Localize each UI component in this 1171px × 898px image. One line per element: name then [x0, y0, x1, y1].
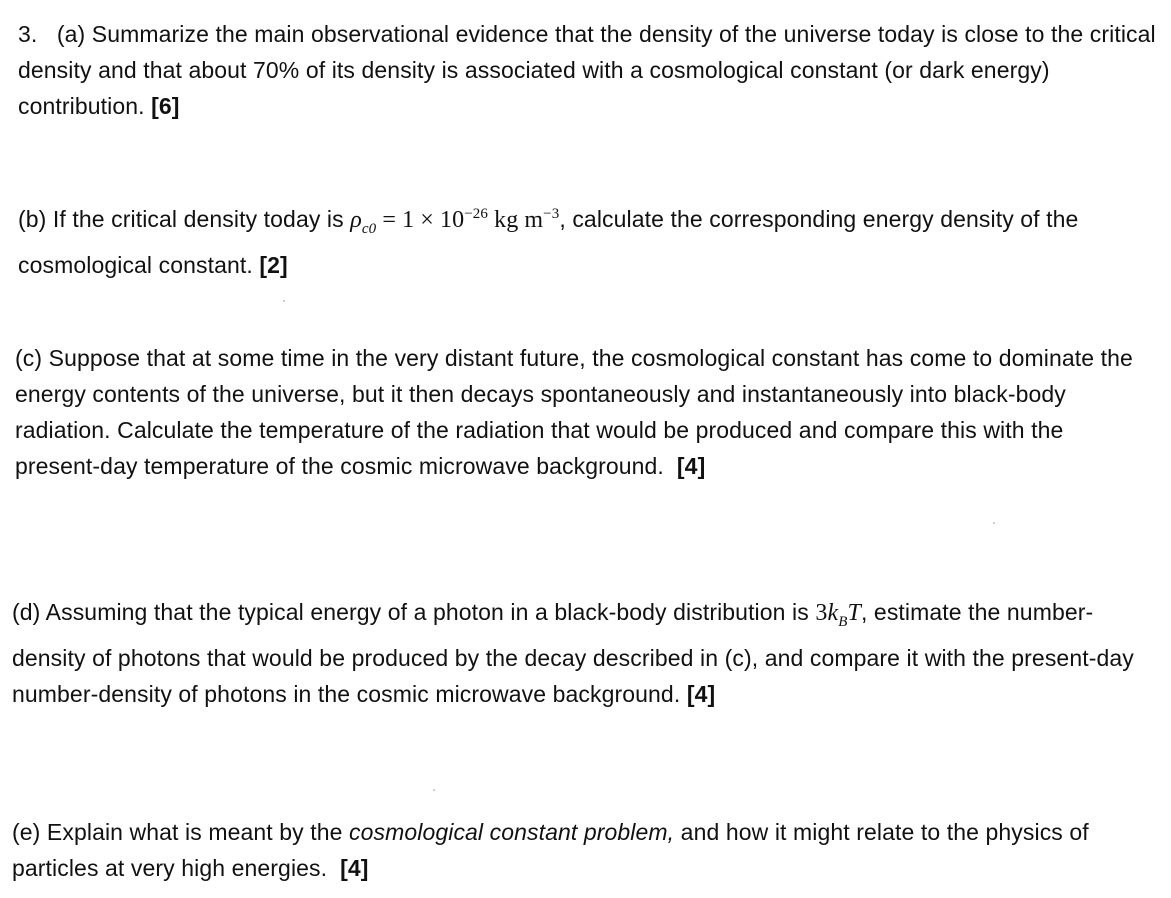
- equals-value: = 1 × 10: [382, 207, 465, 233]
- boltzmann-k: k: [827, 600, 839, 626]
- temperature-symbol: T: [847, 600, 861, 626]
- part-c-label: (c): [15, 345, 43, 371]
- scan-speck: [433, 789, 435, 791]
- part-b-text-after: , calculate the corresponding energy density of the cosmological constant.: [18, 206, 1079, 278]
- units-exponent: −3: [543, 206, 560, 222]
- units: kg m: [494, 207, 544, 233]
- part-b-marks: [2]: [259, 251, 288, 278]
- part-a-label: (a): [56, 21, 86, 47]
- part-c: [15, 340, 1155, 484]
- critical-density-expression: [350, 206, 560, 237]
- rho-subscript: c0: [361, 220, 377, 237]
- part-d-text-before: Assuming that the typical energy of a photon in a black-body distribution is: [45, 599, 809, 625]
- energy-coefficient: 3: [815, 600, 828, 626]
- part-e: [12, 814, 1152, 886]
- part-d-label: (d): [12, 599, 41, 625]
- part-a-text: Summarize the main observational evidence that the density of the universe today is close to the critical density and that about 70% of its density is associated with a cosmological constant (or dark energy) contribution.: [18, 21, 1156, 119]
- part-c-marks: [4]: [676, 453, 706, 479]
- part-b-label: (b): [18, 206, 47, 232]
- question-number: 3.: [18, 21, 38, 47]
- part-a: [18, 16, 1158, 124]
- part-e-text-before: Explain what is meant by the: [46, 819, 343, 845]
- photon-energy-expression: [815, 600, 861, 630]
- part-e-text-after: and how it might relate to the physics of particles at very high energies.: [12, 819, 1089, 881]
- boltzmann-subscript: B: [838, 613, 848, 630]
- part-d: [12, 594, 1152, 712]
- part-c-text: Suppose that at some time in the very distant future, the cosmological constant has come to dominate the energy contents of the universe, but it then decays spontaneously and instantaneously into black-body radiation. Calculate the temperature of the radiation that would be produced and compare this with the present-day temperature of the cosmic microwave background.: [15, 345, 1133, 479]
- part-d-marks: [4]: [686, 680, 716, 707]
- part-e-marks: [4]: [340, 855, 369, 881]
- part-e-label: (e): [12, 819, 41, 845]
- part-d-text-after: , estimate the number-density of photons that would be produced by the decay described in (c), and compare it with the present-day number-density of photons in the cosmic microwave background.: [12, 599, 1134, 707]
- part-b-text-before: If the critical density today is: [52, 206, 344, 232]
- value-exponent: −26: [464, 206, 488, 222]
- part-a-marks: [6]: [151, 93, 180, 119]
- scan-speck: [283, 300, 285, 302]
- cosmological-constant-problem-term: cosmological constant problem,: [349, 819, 675, 845]
- scan-speck: [993, 522, 995, 524]
- part-b: [18, 196, 1158, 283]
- rho-symbol: ρ: [350, 207, 362, 233]
